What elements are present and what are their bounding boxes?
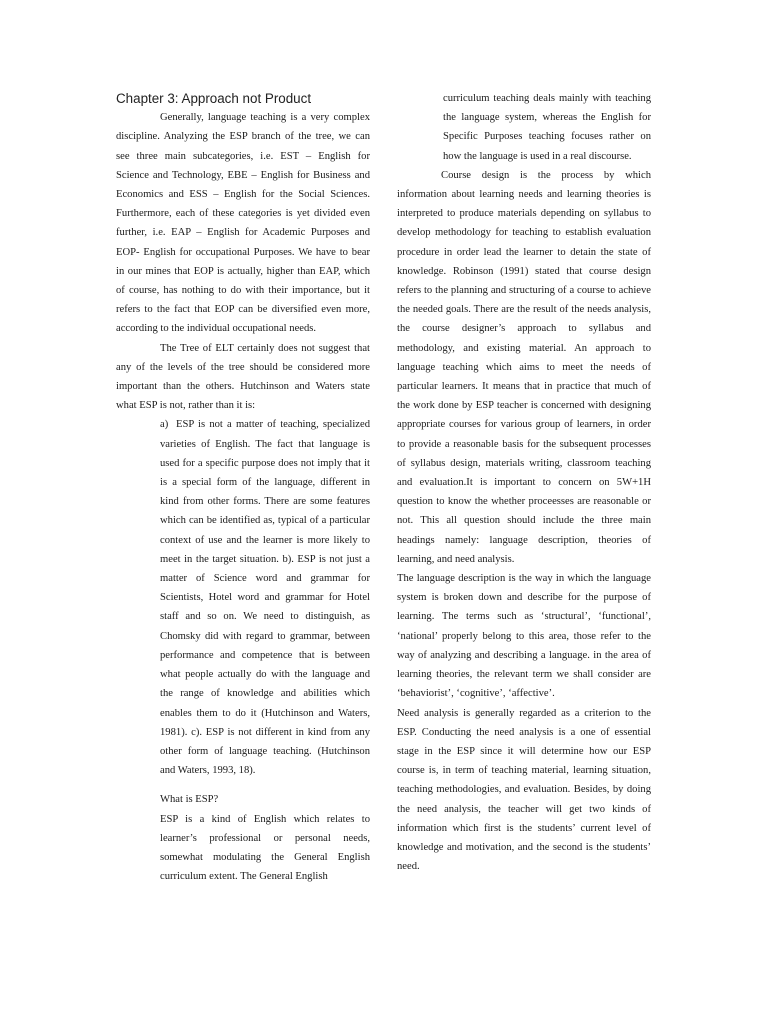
paragraph-language-description: The language description is the way in which the language system is broken down and describe for the purpose of learning. The terms such as ‘structural’, ‘functional’, ‘national’ properly belong to this area, those refer to the way of analyzing and describing a language. in the area of learning theories, the relevant term we shall consider are ‘behaviorist’, ‘cognitive’, ‘affective’. xyxy=(397,573,651,700)
paragraph-tree-of-elt: The Tree of ELT certainly does not suggest that any of the levels of the tree should be considered more important than the others. Hutchinson and Waters state what ESP is not, rather than it is: xyxy=(116,342,370,412)
left-column xyxy=(116,89,370,886)
list-item-text: ESP is not a matter of teaching, specialized varieties of English. The fact that language is used for a specific purpose does not imply that it is a special form of the language, different in kind from other forms. There are some features which can be identified as, typical of a particular context of use and the learner is more likely to meet in the target situation. b). ESP is not just a matter of Science word and grammar for Scientists, Hotel word and grammar for Hotel staff and so on. We need to distinguish, as Chomsky did with regard to grammar, between performance and competence that is between what people actually do with the language and the range of knowledge and abilities which enables them to do it (Hutchinson and Waters, 1981). c). ESP is not different in kind from any other form of language teaching. (Hutchinson and Waters, 1993, 18). xyxy=(160,419,370,777)
paragraph-generally: Generally, language teaching is a very complex discipline. Analyzing the ESP branch of the tree, we can see three main subcategories, i.e. EST – English for Science and Technology, EBE – English for Business and Economics and ESS – English for the Social Sciences. Furthermore, each of these categories is yet divided even further, i.e. EAP – English for Academic Purposes and EOP- English for occupational Purposes. We have to bear in our mines that EOP is actually, higher than EAP, which of course, has nothing to do with their importance, but it refers to the fact that EOP can be diversified even more, according to the individual occupational needs. xyxy=(116,112,370,335)
list-item xyxy=(160,415,370,780)
esp-not-list xyxy=(160,415,370,886)
what-is-esp-heading: What is ESP? xyxy=(160,794,219,806)
right-column xyxy=(397,89,651,876)
paragraph-curriculum-continued: curriculum teaching deals mainly with teaching the language system, whereas the English for Specific Purposes teaching focuses rather on how the language is used in a real discourse. xyxy=(443,93,651,162)
paragraph-course-design: Course design is the process by which information about learning needs and learning theories is interpreted to produce materials depending on syllabus to develop methodology for teaching to establish evaluation procedure in order lead the learner to detain the state of knowledge. Robinson (1991) stated that course design refers to the planning and structuring of a course to achieve the needed goals. There are the result of the needs analysis, the course designer’s approach to syllabus and methodology, and existing material. An approach to language teaching which aims to meet the needs of particular learners. It means that in practice that much of the work done by ESP teacher is concerned with designing appropriate courses for various group of learners, in order to provide a reasonable basis for the subsequent processes of syllabus design, materials writing, classroom teaching and evaluation.It is important to concern on 5W+1H question to know the whether proceesses are reasonable or not. This all question should include the three main headings namely: language description, theories of learning, and need analysis. xyxy=(397,169,651,565)
paragraph-esp-definition: ESP is a kind of English which relates to learner’s professional or personal needs, somewhat modulating the General English curriculum extent. The General English xyxy=(160,813,370,883)
chapter-heading: Chapter 3: Approach not Product xyxy=(116,91,312,106)
list-marker: a) xyxy=(160,419,169,431)
paragraph-need-analysis: Need analysis is generally regarded as a criterion to the ESP. Conducting the need analysis is a one of essential stage in the ESP since it will determine how our ESP course is, in term of teaching material, learning situation, teaching methodologies, and evaluation. Besides, by doing the need analysis, the teacher will get two kinds of information which first is the students’ current level of knowledge and motivation, and the second is the students’ need. xyxy=(397,707,651,873)
